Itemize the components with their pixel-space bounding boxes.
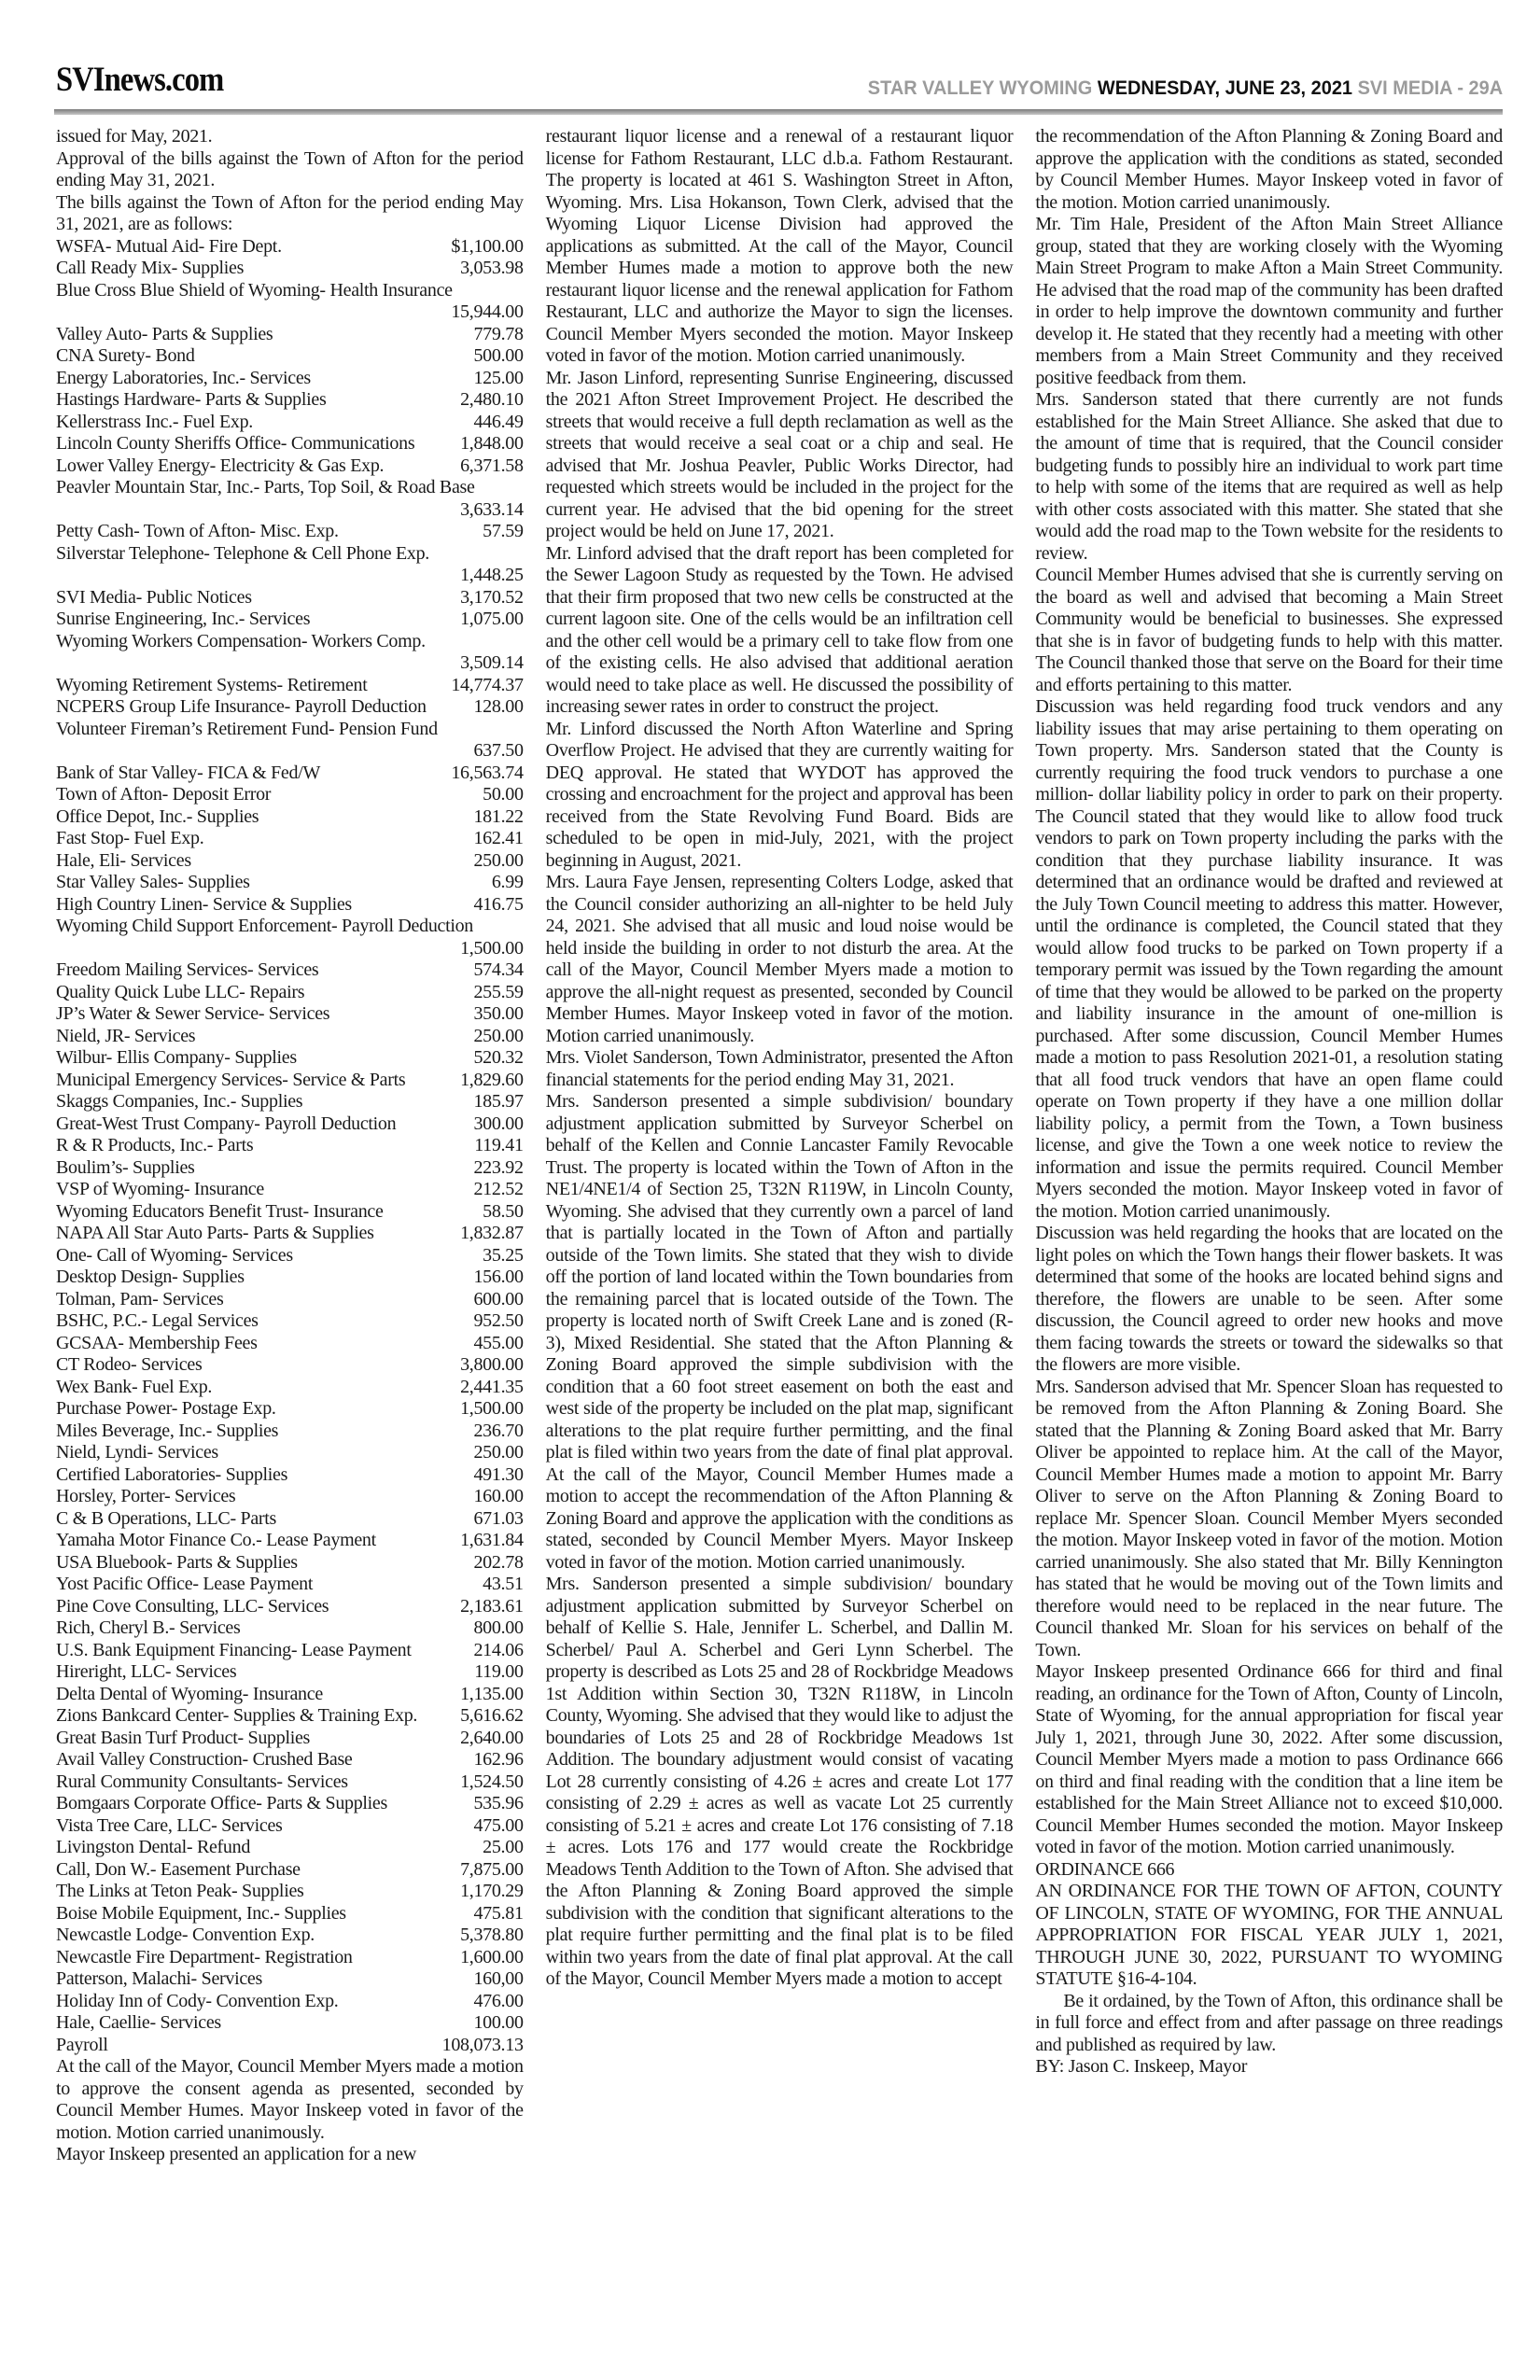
- bill-amount: 475.81: [473, 1902, 524, 1924]
- bill-amount: 520.32: [473, 1047, 524, 1068]
- bill-name: Call, Don W.- Easement Purchase: [56, 1858, 301, 1880]
- bill-row: [56, 543, 524, 587]
- bill-name: NAPA All Star Auto Parts- Parts & Supplies: [56, 1223, 374, 1243]
- bill-name: Petty Cash- Town of Afton- Misc. Exp.: [56, 521, 339, 541]
- paragraph: Mayor Inskeep presented an application for a new: [56, 2144, 417, 2164]
- bill-amount: 3,633.14: [460, 498, 524, 520]
- bill-name: Lincoln County Sheriffs Office- Communications: [56, 433, 415, 454]
- bill-name: Hale, Eli- Services: [56, 849, 191, 871]
- bill-name: Rich, Cheryl B.- Services: [56, 1617, 241, 1638]
- header-edition: SVI MEDIA - 29A: [1351, 77, 1503, 99]
- bill-row: [56, 1574, 524, 1596]
- bill-amount: 7,875.00: [460, 1858, 524, 1880]
- bill-amount: 1,600.00: [460, 1946, 524, 1967]
- bill-name: Certified Laboratories- Supplies: [56, 1463, 288, 1485]
- bills-list: [56, 236, 524, 2057]
- bill-amount: $1,100.00: [451, 235, 524, 257]
- bill-name: Peavler Mountain Star, Inc.- Parts, Top Soil, & Road Base: [56, 477, 475, 497]
- paragraph: Mayor Inskeep presented Ordinance 666 for third and final reading, an ordinance for the Town of Afton, County of Lincoln, State of Wyoming, for the annual appropriation for fiscal year July 1, 2021, through June 30, 2022. After some discussion, Council Member Myers made a motion to pass Ordinance 666 on third and final reading with the condition that a line item be established for the Main Street Alliance not to exceed $10,000. Council Member Humes seconded the motion. Mayor Inskeep voted in favor of the motion. Motion carried unanimously.: [1035, 1661, 1504, 1857]
- bill-name: Delta Dental of Wyoming- Insurance: [56, 1683, 323, 1704]
- bill-name: Newcastle Fire Department- Registration: [56, 1946, 353, 1967]
- paragraph: The bills against the Town of Afton for the period ending May 31, 2021, are as follows:: [56, 191, 524, 234]
- bill-amount: 1,448.25: [460, 565, 524, 585]
- bill-row: [56, 389, 524, 412]
- bill-row: [56, 1179, 524, 1201]
- bill-name: Yamaha Motor Finance Co.- Lease Payment: [56, 1530, 376, 1550]
- bill-name: Great-West Trust Company- Payroll Deduction: [56, 1113, 397, 1134]
- bill-amount: 637.50: [473, 740, 524, 761]
- bill-name: Vista Tree Care, LLC- Services: [56, 1814, 283, 1836]
- bill-name: Bank of Star Valley- FICA & Fed/W: [56, 762, 321, 783]
- bill-amount: 35.25: [483, 1244, 524, 1266]
- bill-row: [56, 1903, 524, 1925]
- bill-amount: 255.59: [473, 981, 524, 1002]
- bill-name: CNA Surety- Bond: [56, 345, 195, 366]
- bill-amount: 455.00: [473, 1332, 524, 1353]
- bill-row: [56, 477, 524, 521]
- bill-amount: 223.92: [473, 1156, 524, 1178]
- bill-name: CT Rodeo- Services: [56, 1354, 203, 1375]
- bill-name: Hale, Caellie- Services: [56, 2012, 221, 2033]
- bill-amount: 1,829.60: [460, 1069, 524, 1090]
- bill-row: [56, 1705, 524, 1728]
- bill-row: [56, 982, 524, 1004]
- bill-row: [56, 587, 524, 609]
- bill-row: [56, 1442, 524, 1464]
- bill-amount: 181.22: [473, 805, 524, 827]
- bill-row: [56, 1377, 524, 1399]
- bill-amount: 250.00: [473, 1025, 524, 1046]
- bill-name: Desktop Design- Supplies: [56, 1267, 245, 1287]
- bill-row: [56, 1684, 524, 1706]
- bill-amount: 1,500.00: [460, 937, 524, 959]
- article-columns: [0, 115, 1540, 2166]
- bill-amount: 6.99: [491, 872, 524, 892]
- header-date: WEDNESDAY, JUNE 23, 2021: [1097, 77, 1352, 99]
- bill-amount: 1,631.84: [460, 1530, 524, 1550]
- bill-amount: 500.00: [473, 345, 524, 366]
- bill-row: [56, 455, 524, 478]
- middle-paragraphs: [546, 126, 1014, 1991]
- bill-amount: 250.00: [473, 1442, 524, 1463]
- bill-row: [56, 763, 524, 785]
- bill-row: [56, 1749, 524, 1771]
- bill-amount: 2,640.00: [460, 1727, 524, 1748]
- bill-row: [56, 521, 524, 543]
- bill-name: Freedom Mailing Services- Services: [56, 959, 319, 980]
- bill-row: [56, 1552, 524, 1575]
- bill-name: BSHC, P.C.- Legal Services: [56, 1310, 259, 1331]
- bill-name: Bomgaars Corporate Office- Parts & Supplies: [56, 1793, 387, 1813]
- paragraph: Discussion was held regarding the hooks that are located on the light poles on which the Town hangs their flower baskets. It was determined that some of the hooks are located behind signs and therefore, the flowers are unable to be seen. After some discussion, the Council agreed to order new hooks and move them facing towards the streets or toward the sidewalks so that the flowers are more visible.: [1035, 1223, 1504, 1375]
- bill-row: [56, 2012, 524, 2035]
- paragraph: Mr. Linford advised that the draft report has been completed for the Sewer Lagoon Study as requested by the Town. He advised that their firm proposed that two new cells be constructed at the current lagoon site. One of the cells would be an infiltration cell and the other cell would be a primary cell to take flow from one of the existing cells. He also advised that additional aeration would need to take place as well. He discussed the possibility of increasing sewer rates in order to construct the project.: [545, 542, 1014, 717]
- bill-amount: 57.59: [483, 521, 524, 541]
- bill-name: Boulim’s- Supplies: [56, 1156, 195, 1178]
- bill-amount: 1,848.00: [460, 433, 524, 454]
- bill-amount: 119.41: [474, 1135, 524, 1155]
- bill-name: Wilbur- Ellis Company- Supplies: [56, 1047, 297, 1068]
- bill-row: [56, 1617, 524, 1640]
- bill-amount: 2,480.10: [460, 389, 524, 410]
- bill-amount: 475.00: [473, 1814, 524, 1836]
- bill-row: [56, 345, 524, 368]
- page-header: [0, 0, 1540, 100]
- bill-row: [56, 696, 524, 719]
- bill-amount: 3,509.14: [460, 652, 524, 673]
- bill-name: Payroll: [56, 2034, 108, 2055]
- bill-amount: 128.00: [473, 696, 524, 717]
- masthead: SVInews.com: [56, 61, 224, 99]
- bill-name: GCSAA- Membership Fees: [56, 1332, 258, 1353]
- bill-row: [56, 236, 524, 259]
- paragraph: Mrs. Violet Sanderson, Town Administrator, presented the Afton financial statements for the period ending May 31, 2021.: [545, 1047, 1014, 1090]
- bill-name: Nield, JR- Services: [56, 1025, 196, 1046]
- bill-row: [56, 1815, 524, 1838]
- bill-row: [56, 1267, 524, 1289]
- bill-name: One- Call of Wyoming- Services: [56, 1244, 293, 1266]
- bill-name: Silverstar Telephone- Telephone & Cell Phone Exp.: [56, 542, 430, 564]
- bill-name: Sunrise Engineering, Inc.- Services: [56, 609, 311, 629]
- bill-amount: 214.06: [473, 1639, 524, 1660]
- left-outro: [56, 2056, 524, 2166]
- bill-amount: 108,073.13: [441, 2034, 524, 2055]
- paragraph: Discussion was held regarding food truck vendors and any liability issues that may arise pertaining to them operating on Town property. Mrs. Sanderson stated that the County is currently requiring the food truck vendors to purchase a one million- dollar liability policy in order to park on their property. The Council stated that they would like to allow food truck vendors to park on Town property including the parks with the condition that they purchase liability insurance. It was determined that an ordinance would be drafted and reviewed at the July Town Council meeting to address this matter. However, until the ordinance is completed, the Council stated that they would allow food trucks to be parked on Town property if a temporary permit was issued by the Town regarding the amount of time that they would be allowed to be parked on the property and liability insurance in the amount of one-million is purchased. After some discussion, Council Member Humes made a motion to pass Resolution 2021-01, a resolution stating that all food truck vendors that have an open flame could operate on Town property if they have a one million dollar liability policy, a permit from the Town, a Town business license, and give the Town a one week notice to review the information and issue the permits required. Council Member Myers seconded the motion. Mayor Inskeep voted in favor of the motion. Motion carried unanimously.: [1035, 696, 1504, 1222]
- bill-name: Hastings Hardware- Parts & Supplies: [56, 389, 327, 410]
- bill-name: Fast Stop- Fuel Exp.: [56, 828, 204, 848]
- bill-amount: 119.00: [474, 1661, 524, 1682]
- paragraph: At the call of the Mayor, Council Member Myers made a motion to approve the consent agenda as presented, seconded by Council Member Humes. Mayor Inskeep voted in favor of the motion. Motion carried unanimously.: [56, 2056, 524, 2143]
- bill-amount: 236.70: [473, 1420, 524, 1441]
- bill-name: WSFA- Mutual Aid- Fire Dept.: [56, 235, 282, 257]
- bill-name: Valley Auto- Parts & Supplies: [56, 323, 273, 344]
- paragraph: ORDINANCE 666: [1035, 1858, 1175, 1880]
- bill-name: High Country Linen- Service & Supplies: [56, 893, 352, 915]
- bill-amount: 300.00: [473, 1113, 524, 1134]
- paragraph: issued for May, 2021.: [56, 126, 213, 147]
- bill-amount: 535.96: [473, 1793, 524, 1813]
- bill-row: [56, 916, 524, 959]
- bill-row: [56, 872, 524, 894]
- bill-row: [56, 280, 524, 324]
- column-left: [56, 126, 524, 2166]
- paragraph: BY: Jason C. Inskeep, Mayor: [1035, 2056, 1248, 2077]
- bill-row: [56, 1925, 524, 1947]
- bill-name: Nield, Lyndi- Services: [56, 1442, 218, 1463]
- bill-row: [56, 1881, 524, 1903]
- bill-row: [56, 675, 524, 697]
- bill-amount: 350.00: [473, 1003, 524, 1024]
- bill-name: C & B Operations, LLC- Parts: [56, 1507, 277, 1529]
- bill-row: [56, 850, 524, 873]
- bill-amount: 162.96: [473, 1749, 524, 1770]
- bill-amount: 671.03: [473, 1507, 524, 1529]
- bill-amount: 3,800.00: [460, 1354, 524, 1375]
- bill-name: Boise Mobile Equipment, Inc.- Supplies: [56, 1902, 346, 1924]
- bill-row: [56, 1003, 524, 1026]
- bill-row: [56, 368, 524, 390]
- bill-name: Holiday Inn of Cody- Convention Exp.: [56, 1990, 339, 2011]
- bill-row: [56, 1728, 524, 1750]
- bill-row: [56, 784, 524, 806]
- bill-amount: 2,441.35: [460, 1376, 524, 1397]
- bill-row: [56, 1354, 524, 1377]
- bill-amount: 1,075.00: [460, 609, 524, 629]
- bill-row: [56, 1135, 524, 1157]
- paragraph: Mrs. Sanderson presented a simple subdivision/ boundary adjustment application submitted by Surveyor Scherbel on behalf of Kellie S. Hale, Jennifer L. Scherbel, and Dallin M. Scherbel/ Paul A. Scherbel and Geri Lynn Scherbel. The property is described as Lots 25 and 28 of Rockbridge Meadows 1st Addition within Section 30, T32N R118W, in Lincoln County, Wyoming. She advised that they would like to adjust the boundaries of Lots 25 and 28 of Rockbridge Meadows 1st Addition. The boundary adjustment would consist of vacating Lot 28 currently consisting of 4.26 ± acres and create Lot 177 consisting of 2.29 ± acres as well as vacate Lot 25 currently consisting of 5.21 ± acres and create Lot 176 consisting of 7.18 ± acres. Lots 176 and 177 would create the Rockbridge Meadows Tenth Addition to the Town of Afton. She advised that the Afton Planning & Zoning Board approved the simple subdivision with the condition that significant alterations to the plat require further permitting and the final plat is to be filed within two years from the date of final plat approval. At the call of the Mayor, Council Member Myers made a motion to accept: [545, 1574, 1014, 1989]
- bill-name: Lower Valley Energy- Electricity & Gas Exp.: [56, 455, 385, 476]
- bill-amount: 160,00: [473, 1968, 524, 1989]
- bill-amount: 58.50: [483, 1200, 524, 1222]
- bill-row: [56, 258, 524, 280]
- bill-amount: 5,378.80: [460, 1925, 524, 1945]
- bill-amount: 43.51: [483, 1574, 524, 1594]
- bill-amount: 476.00: [473, 1990, 524, 2011]
- bill-row: [56, 959, 524, 982]
- bill-name: Call Ready Mix- Supplies: [56, 258, 245, 278]
- bill-row: [56, 1771, 524, 1794]
- bill-row: [56, 1421, 524, 1443]
- bill-amount: 1,832.87: [460, 1223, 524, 1243]
- bill-row: [56, 828, 524, 850]
- bill-row: [56, 1947, 524, 1969]
- bill-row: [56, 1113, 524, 1136]
- bill-name: VSP of Wyoming- Insurance: [56, 1179, 264, 1199]
- bill-row: [56, 1793, 524, 1815]
- bill-name: Wyoming Retirement Systems- Retirement: [56, 674, 368, 695]
- bill-row: [56, 1530, 524, 1552]
- bill-row: [56, 1640, 524, 1662]
- bill-row: [56, 412, 524, 434]
- bill-name: Volunteer Fireman’s Retirement Fund- Pension Fund: [56, 718, 438, 739]
- bill-amount: 25.00: [483, 1837, 524, 1857]
- bill-name: Pine Cove Consulting, LLC- Services: [56, 1595, 329, 1617]
- bill-name: Livingston Dental- Refund: [56, 1837, 251, 1857]
- bill-amount: 800.00: [473, 1617, 524, 1638]
- paragraph: the recommendation of the Afton Planning & Zoning Board and approve the application with the conditions as stated, seconded by Council Member Humes. Mayor Inskeep voted in favor of the motion. Motion carried unanimously.: [1035, 126, 1504, 213]
- bill-amount: 212.52: [473, 1179, 524, 1199]
- bill-amount: 156.00: [473, 1267, 524, 1287]
- bill-name: Wyoming Workers Compensation- Workers Comp.: [56, 630, 426, 651]
- bill-row: [56, 631, 524, 675]
- bill-row: [56, 1837, 524, 1859]
- paragraph: Mrs. Sanderson stated that there currently are not funds established for the Main Street Alliance. She asked that due to the amount of time that is required, that the Council consider budgeting funds to possibly hire an individual to work part time to help with some of the items that are required as well as help with other costs associated with this matter. She stated that she would add the road map to the Town website for the residents to review.: [1035, 389, 1504, 564]
- paragraph: Mr. Linford discussed the North Afton Waterline and Spring Overflow Project. He advised that they are currently waiting for DEQ approval. He stated that WYDOT has approved the crossing and encroachment for the project and approval has been received from the State Revolving Fund Board. Bids are scheduled to be open in mid-July, 2021, with the project beginning in August, 2021.: [545, 718, 1014, 871]
- bill-name: Hireright, LLC- Services: [56, 1661, 237, 1682]
- bill-row: [56, 1398, 524, 1421]
- bill-row: [56, 1026, 524, 1048]
- paragraph: Mr. Jason Linford, representing Sunrise Engineering, discussed the 2021 Afton Street Improvement Project. He described the streets that would receive a full depth reclamation as well as the streets that would receive a seal coat or a chip and seal. He advised that Mr. Joshua Peavler, Public Works Director, had requested which streets would be included in the project for the current year. He advised that the bid opening for the street project would be held on June 17, 2021.: [545, 367, 1014, 541]
- bill-name: Quality Quick Lube LLC- Repairs: [56, 981, 305, 1002]
- bill-name: Miles Beverage, Inc.- Supplies: [56, 1420, 279, 1441]
- bill-name: Town of Afton- Deposit Error: [56, 784, 272, 805]
- header-dateline: [868, 77, 1503, 100]
- column-right: [1035, 126, 1503, 2166]
- bill-name: Blue Cross Blue Shield of Wyoming- Health Insurance: [56, 279, 453, 301]
- bill-amount: 491.30: [473, 1463, 524, 1485]
- bill-row: [56, 1596, 524, 1618]
- bill-name: Zions Bankcard Center- Supplies & Training Exp.: [56, 1705, 418, 1726]
- right-paragraphs: [1035, 126, 1503, 2079]
- bill-amount: 1,135.00: [460, 1683, 524, 1704]
- bill-row: [56, 1486, 524, 1508]
- bill-row: [56, 1464, 524, 1487]
- bill-name: USA Bluebook- Parts & Supplies: [56, 1551, 298, 1573]
- bill-name: R & R Products, Inc.- Parts: [56, 1135, 254, 1155]
- paragraph: restaurant liquor license and a renewal of a restaurant liquor license for Fathom Restaurant, LLC d.b.a. Fathom Restaurant. The property is located at 461 S. Washington Street in Afton, Wyoming. Mrs. Lisa Hokanson, Town Clerk, advised that the Wyoming Liquor License Division had approved the applications as submitted. At the call of the Mayor, Council Member Humes made a motion to approve both the new restaurant liquor license and the renewal application for Fathom Restaurant, LLC and authorize the Mayor to sign the licenses. Council Member Myers seconded the motion. Mayor Inskeep voted in favor of the motion. Motion carried unanimously.: [545, 126, 1014, 366]
- bill-amount: 125.00: [473, 367, 524, 388]
- bill-name: Great Basin Turf Product- Supplies: [56, 1727, 311, 1748]
- bill-row: [56, 324, 524, 346]
- bill-row: [56, 806, 524, 829]
- bill-amount: 600.00: [473, 1288, 524, 1309]
- bill-row: [56, 1289, 524, 1311]
- bill-name: The Links at Teton Peak- Supplies: [56, 1881, 304, 1901]
- bill-amount: 574.34: [473, 959, 524, 980]
- bill-row: [56, 1661, 524, 1684]
- bill-amount: 5,616.62: [460, 1705, 524, 1726]
- bill-name: Energy Laboratories, Inc.- Services: [56, 367, 311, 388]
- bill-row: [56, 1245, 524, 1267]
- bill-name: Star Valley Sales- Supplies: [56, 872, 250, 892]
- bill-row: [56, 1157, 524, 1180]
- paragraph: Mrs. Sanderson advised that Mr. Spencer Sloan has requested to be removed from the Afton Planning & Zoning Board. She stated that the Planning & Zoning Board asked that Mr. Barry Oliver be appointed to replace him. At the call of the Mayor, Council Member Humes made a motion to appoint Mr. Barry Oliver to serve on the Afton Planning & Zoning Board to replace Mr. Spencer Sloan. Council Member Myers seconded the motion. Mayor Inskeep voted in favor of the motion. Motion carried unanimously. She also stated that Mr. Billy Kennington has stated that he would be moving out of the Town limits and therefore would need to be replaced in the near future. The Council thanked Mr. Sloan for his services on behalf of the Town.: [1035, 1376, 1504, 1660]
- bill-name: Wyoming Child Support Enforcement- Payroll Deduction: [56, 916, 474, 936]
- bill-amount: 6,371.58: [460, 455, 524, 476]
- bill-name: Horsley, Porter- Services: [56, 1486, 236, 1506]
- paragraph: Be it ordained, by the Town of Afton, this ordinance shall be in full force and effect from and after passage on three readings and published as required by law.: [1035, 1990, 1504, 2055]
- bill-row: [56, 1991, 524, 2013]
- bill-name: Office Depot, Inc.- Supplies: [56, 805, 259, 827]
- bill-name: Municipal Emergency Services- Service & Parts: [56, 1069, 406, 1090]
- bill-amount: 1,170.29: [460, 1881, 524, 1901]
- paragraph: AN ORDINANCE FOR THE TOWN OF AFTON, COUNTY OF LINCOLN, STATE OF WYOMING, FOR THE ANNUAL APPROPRIATION FOR FISCAL YEAR JULY 1, 2021, THROUGH JUNE 30, 2022, PURSUANT TO WYOMING STATUTE §16-4-104.: [1035, 1881, 1504, 1989]
- bill-name: SVI Media- Public Notices: [56, 586, 252, 608]
- bill-amount: 50.00: [483, 784, 524, 805]
- bill-row: [56, 1223, 524, 1245]
- bill-row: [56, 1968, 524, 1991]
- bill-row: [56, 719, 524, 763]
- bill-name: Wyoming Educators Benefit Trust- Insurance: [56, 1200, 384, 1222]
- bill-amount: 162.41: [473, 828, 524, 848]
- column-middle: [546, 126, 1014, 2166]
- bill-name: Kellerstrass Inc.- Fuel Exp.: [56, 411, 253, 432]
- bill-row: [56, 1310, 524, 1333]
- paragraph: Council Member Humes advised that she is currently serving on the board as well and advised that becoming a Main Street Community would be beneficial to businesses. She expressed that she is in favor of budgeting funds to help with this matter. The Council thanked those that serve on the Board for their time and efforts pertaining to this matter.: [1035, 565, 1504, 695]
- bill-name: Yost Pacific Office- Lease Payment: [56, 1574, 314, 1594]
- bill-name: Patterson, Malachi- Services: [56, 1968, 262, 1989]
- bill-amount: 14,774.37: [451, 674, 524, 695]
- bill-amount: 1,524.50: [460, 1771, 524, 1792]
- bill-amount: 3,053.98: [460, 258, 524, 278]
- paragraph: Approval of the bills against the Town of Afton for the period ending May 31, 2021.: [56, 147, 524, 190]
- bill-name: U.S. Bank Equipment Financing- Lease Payment: [56, 1639, 412, 1660]
- bill-amount: 185.97: [473, 1091, 524, 1112]
- bill-row: [56, 1091, 524, 1113]
- bill-name: Rural Community Consultants- Services: [56, 1771, 348, 1792]
- left-intro: [56, 126, 524, 236]
- bill-row: [56, 433, 524, 455]
- paragraph: Mrs. Sanderson presented a simple subdivision/ boundary adjustment application submitted by Surveyor Scherbel on behalf of the Kellen and Connie Lancaster Family Revocable Trust. The property is located within the Town of Afton in the NE1/4NE1/4 of Section 25, T32N R119W, in Lincoln County, Wyoming. She advised that they currently own a parcel of land that is partially located in the Town of Afton and partially outside of the Town limits. She stated that they wish to divide off the portion of land located within the Town boundaries from the remaining parcel that is located outside of the Town. The property is located north of Swift Creek Lane and is zoned (R-3), Mixed Residential. She stated that the Afton Planning & Zoning Board approved the simple subdivision with the condition that a 60 foot street easement on both the east and west side of the property be included on the plat map, significant alterations to the plat require further permitting, and the final plat is filed within two years from the date of final plat approval. At the call of the Mayor, Council Member Humes made a motion to accept the recommendation of the Afton Planning & Zoning Board and approve the application with the conditions as stated, seconded by Council Member Myers. Mayor Inskeep voted in favor of the motion. Motion carried unanimously.: [545, 1091, 1014, 1573]
- bill-amount: 3,170.52: [460, 586, 524, 608]
- bill-name: Tolman, Pam- Services: [56, 1288, 224, 1309]
- bill-name: NCPERS Group Life Insurance- Payroll Deduction: [56, 696, 427, 717]
- header-region: STAR VALLEY WYOMING: [867, 77, 1098, 99]
- bill-row: [56, 2035, 524, 2057]
- bill-amount: 446.49: [473, 411, 524, 432]
- bill-amount: 416.75: [473, 893, 524, 915]
- bill-name: Skaggs Companies, Inc.- Supplies: [56, 1091, 303, 1112]
- paragraph: Mrs. Laura Faye Jensen, representing Colters Lodge, asked that the Council consider authorizing an all-nighter to be held July 24, 2021. She advised that all music and loud noise would be held inside the building in order to not disturb the area. At the call of the Mayor, Council Member Myers made a motion to approve the all-night request as presented, seconded by Council Member Humes. Mayor Inskeep voted in favor of the motion. Motion carried unanimously.: [545, 872, 1014, 1046]
- paragraph: Mr. Tim Hale, President of the Afton Main Street Alliance group, stated that they are working closely with the Wyoming Main Street Program to make Afton a Main Street Community. He advised that the road map of the community has been drafted in order to help improve the downtown community and further develop it. He stated that they recently had a meeting with other members from a Main Street Community and they received positive feedback from them.: [1035, 214, 1504, 388]
- bill-name: Wex Bank- Fuel Exp.: [56, 1376, 213, 1397]
- bill-amount: 160.00: [473, 1486, 524, 1506]
- bill-amount: 202.78: [473, 1551, 524, 1573]
- bill-name: Avail Valley Construction- Crushed Base: [56, 1749, 353, 1770]
- bill-amount: 952.50: [473, 1310, 524, 1331]
- bill-row: [56, 1508, 524, 1531]
- bill-amount: 250.00: [473, 849, 524, 871]
- bill-row: [56, 1201, 524, 1224]
- bill-amount: 16,563.74: [451, 762, 524, 783]
- bill-row: [56, 609, 524, 631]
- bill-amount: 100.00: [473, 2012, 524, 2033]
- bill-amount: 779.78: [473, 323, 524, 344]
- bill-row: [56, 1047, 524, 1070]
- bill-name: JP’s Water & Sewer Service- Services: [56, 1003, 330, 1024]
- bill-name: Newcastle Lodge- Convention Exp.: [56, 1925, 315, 1945]
- bill-row: [56, 1070, 524, 1092]
- bill-name: Purchase Power- Postage Exp.: [56, 1398, 276, 1419]
- bill-amount: 1,500.00: [460, 1398, 524, 1419]
- bill-row: [56, 894, 524, 917]
- bill-amount: 2,183.61: [460, 1595, 524, 1617]
- bill-amount: 15,944.00: [451, 301, 524, 322]
- bill-row: [56, 1333, 524, 1355]
- bill-row: [56, 1859, 524, 1882]
